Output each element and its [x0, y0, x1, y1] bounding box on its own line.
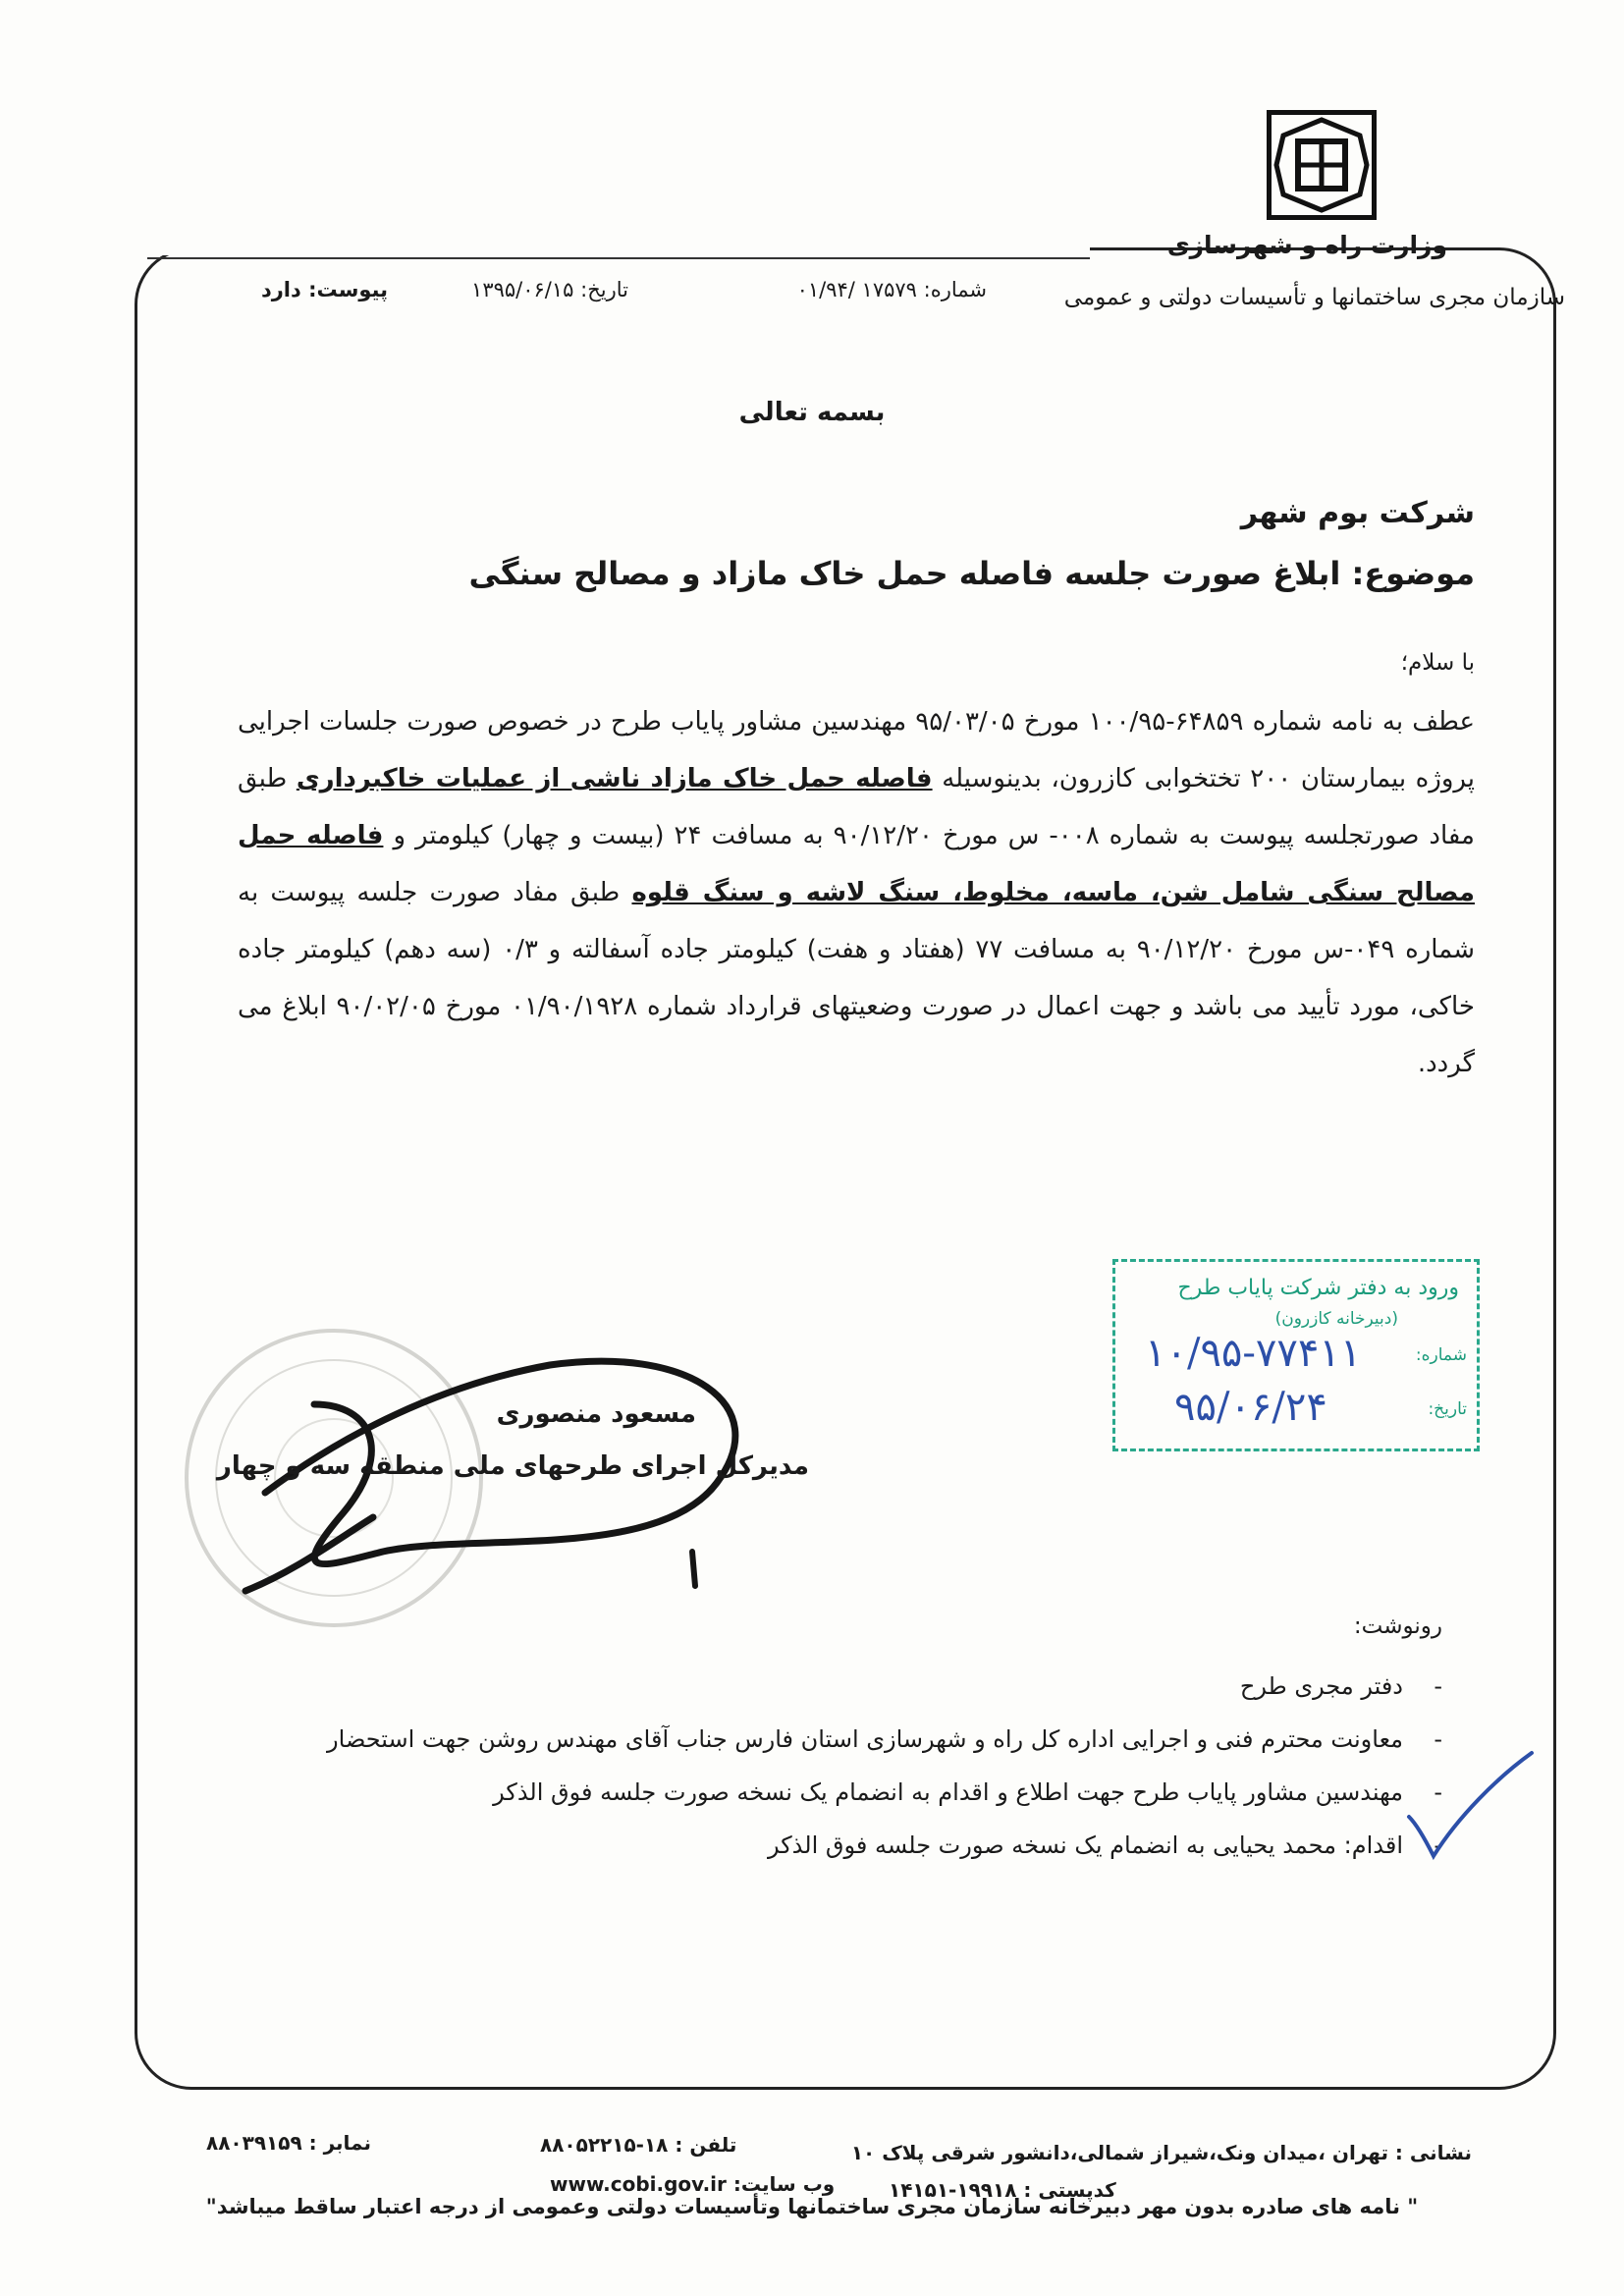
- signer-name: مسعود منصوری: [496, 1399, 696, 1429]
- number-label: شماره:: [923, 278, 987, 301]
- cc-label: رونوشت:: [1353, 1613, 1442, 1639]
- stamp-date-value: ۹۵/۰۶/۲۴: [1174, 1385, 1327, 1430]
- footer-fax: نمابر : ۸۸۰۳۹۱۵۹: [206, 2131, 371, 2155]
- header-divider: [147, 257, 1090, 259]
- frame-gap: [147, 236, 1090, 255]
- attachment-value: دارد: [260, 278, 301, 301]
- basmala: بسمه تعالی: [738, 398, 886, 427]
- stamp-subtitle: (دبیرخانه کازرون): [1274, 1309, 1398, 1329]
- letter-attachment: [260, 278, 388, 301]
- checkmark-icon: [1399, 1748, 1537, 1866]
- stamp-number-value: ۱۰/۹۵-۷۷۴۱۱: [1145, 1331, 1362, 1376]
- date-label: تاریخ:: [580, 278, 628, 301]
- body-highlight-1: فاصله حمل خاک مازاد ناشی از عملیات خاکبرداری: [296, 764, 933, 793]
- footer-postal: کدپستی : ۱۹۹۱۸-۱۴۱۵۱: [889, 2178, 1116, 2202]
- letter-body: [238, 693, 1475, 1092]
- signer-title: مدیرکل اجرای طرحهای ملی منطقه سه و چهار: [216, 1451, 809, 1481]
- ministry-logo-icon: [1267, 110, 1377, 220]
- salutation: با سلام؛: [1400, 650, 1475, 676]
- cc-item: - اقدام: محمد یحیایی به انضمام یک نسخه صورت جلسه فوق الذکر: [768, 1831, 1442, 1859]
- date-value: ۱۳۹۵/۰۶/۱۵: [471, 278, 574, 301]
- body-part-2: طبق مفاد صورتجلسه پیوست به شماره ۰۰۸- س مورخ ۹۰/۱۲/۲۰ به مسافت ۲۴ (بیست و چهار) کیلومتر و: [238, 764, 1475, 850]
- stamp-title: ورود به دفتر شرکت پایاب طرح: [1177, 1276, 1459, 1300]
- stamp-number-label: شماره:: [1415, 1345, 1467, 1365]
- recipient: شرکت بوم شهر: [1240, 496, 1475, 530]
- received-stamp: [1112, 1259, 1480, 1451]
- body-part-1: عطف به نامه شماره ۶۴۸۵۹-۱۰۰/۹۵ مورخ ۹۵/۰۳/۰۵ مهندسین مشاور پایاب طرح در خصوص صورت جلسات اجرایی پروژه بیمارستان ۲۰۰ تختخوابی کازرون، بدینوسیله: [238, 707, 1475, 793]
- footer-phone: تلفن : ۱۸-۸۸۰۵۲۲۱۵: [540, 2133, 737, 2157]
- letter-date: [452, 278, 628, 301]
- footer-note: " نامه های صادره بدون مهر دبیرخانه سازمان مجری ساختمانها وتأسیسات دولتی وعمومی از درجه اعتبار ساقط میباشد": [205, 2195, 1419, 2218]
- ministry-name: وزارت راه و شهرسازی: [1166, 231, 1447, 259]
- body-highlight-2: فاصله حمل مصالح سنگی شامل شن، ماسه، مخلوط، سنگ لاشه و سنگ قلوه: [238, 821, 1475, 907]
- body-part-3: طبق مفاد صورت جلسه پیوست به شماره ۰۴۹-س مورخ ۹۰/۱۲/۲۰ به مسافت ۷۷ (هفتاد و هفت) کیلومتر جاده آسفالته و ۰/۳ (سه دهم) کیلومتر جاده خاکی، مورد تأیید می باشد و جهت اعمال در صورت وضعیتهای قرارداد شماره ۰۱/۹۰/۱۹۲۸ مورخ ۹۰/۰۲/۰۵ ابلاغ می گردد.: [238, 878, 1475, 1078]
- footer-website: وب سایت: www.cobi.gov.ir: [550, 2172, 836, 2196]
- cc-item: - دفتر مجری طرح: [1239, 1672, 1442, 1700]
- subject: موضوع: ابلاغ صورت جلسه فاصله حمل خاک مازاد و مصالح سنگی: [468, 555, 1475, 592]
- cc-item: - مهندسین مشاور پایاب طرح جهت اطلاع و اقدام به انضمام یک نسخه صورت جلسه فوق الذکر: [493, 1778, 1442, 1806]
- footer-address: نشانی : تهران ،میدان ونک،شیراز شمالی،دانشور شرقی پلاک ۱۰: [850, 2141, 1472, 2164]
- organization-name: سازمان مجری ساختمانها و تأسیسات دولتی و عمومی: [1063, 285, 1565, 310]
- cc-list: [225, 1660, 1442, 1872]
- number-value: ۱۷۵۷۹ /۰۱/۹۴: [796, 278, 917, 301]
- attachment-label: پیوست:: [308, 278, 388, 301]
- letter-number: [781, 278, 987, 301]
- stamp-date-label: تاریخ:: [1428, 1399, 1467, 1419]
- cc-item: - معاونت محترم فنی و اجرایی اداره کل راه و شهرسازی استان فارس جناب آقای مهندس روشن جهت استحضار: [327, 1725, 1442, 1753]
